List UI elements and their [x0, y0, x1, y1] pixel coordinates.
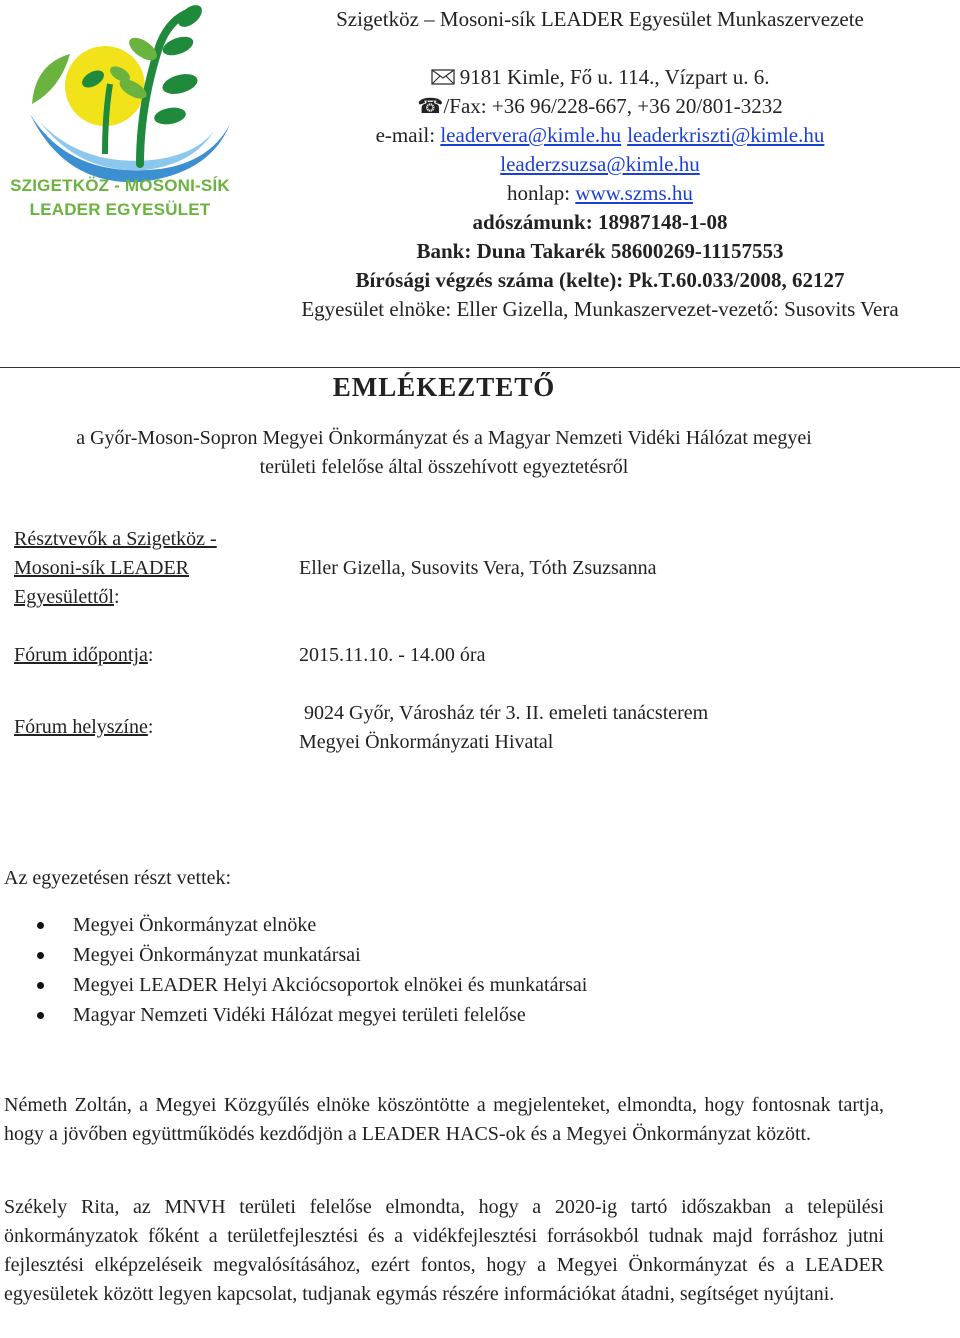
- place-label-text: Fórum helyszíne: [14, 716, 148, 738]
- list-item: [0, 970, 587, 1000]
- logo-text-line1: SZIGETKÖZ - MOSONI-SÍK: [10, 176, 230, 195]
- phone-text: /Fax: +36 96/228-667, +36 20/801-3232: [443, 94, 783, 118]
- place-value-line1: 9024 Győr, Városház tér 3. II. emeleti tanácsterem: [304, 702, 709, 724]
- web-label: honlap:: [507, 181, 571, 205]
- email-label: e-mail:: [375, 123, 436, 147]
- list-item: [0, 910, 587, 940]
- email-line: [240, 123, 960, 147]
- attendee-text: Megyei Önkormányzat munkatársai: [73, 944, 361, 966]
- subtitle-line1: a Győr-Moson-Sopron Megyei Önkormányzat és a Magyar Nemzeti Vidéki Hálózat megyei: [76, 427, 812, 449]
- place-label: Fórum helyszíne:: [14, 716, 154, 738]
- attendee-text: Magyar Nemzeti Vidéki Hálózat megyei területi felelőse: [73, 1004, 526, 1026]
- bullet-icon: [37, 922, 44, 929]
- address-line: [240, 65, 960, 89]
- attendees-list: [0, 910, 587, 1030]
- web-line: [240, 181, 960, 205]
- envelope-icon: [431, 69, 455, 85]
- email-link-vera[interactable]: leadervera@kimle.hu: [440, 123, 622, 147]
- phone-line: [240, 94, 960, 118]
- address-text: 9181 Kimle, Fő u. 114., Vízpart u. 6.: [459, 65, 770, 89]
- participants-label: Résztvevők a Szigetköz - Mosoni-sík LEADER Egyesülettől:: [14, 528, 217, 608]
- subtitle-line2: területi felelőse által összehívott egyeztetésről: [259, 456, 629, 478]
- email-link-zsuzsa[interactable]: leaderzsuzsa@kimle.hu: [500, 152, 700, 176]
- participants-value: Eller Gizella, Susovits Vera, Tóth Zsuzsanna: [299, 557, 657, 579]
- bank-info: Bank: Duna Takarék 58600269-11157553: [416, 239, 784, 263]
- org-name: Szigetköz – Mosoni-sík LEADER Egyesület Munkaszervezete: [336, 7, 864, 31]
- email-link-kriszti[interactable]: leaderkriszti@kimle.hu: [627, 123, 825, 147]
- time-label-text: Fórum időpontja: [14, 644, 148, 666]
- header-divider: [0, 367, 960, 368]
- list-item: [0, 1000, 587, 1030]
- participants-label-line2: Mosoni-sík LEADER: [14, 557, 189, 579]
- participants-label-line3: Egyesülettől: [14, 586, 114, 608]
- leaders-line: Egyesület elnöke: Eller Gizella, Munkaszervezet-vezető: Susovits Vera: [301, 297, 899, 321]
- bullet-icon: [37, 982, 44, 989]
- bullet-icon: [37, 952, 44, 959]
- document-title: EMLÉKEZTETŐ: [332, 372, 556, 402]
- telephone-icon: ☎: [417, 94, 444, 118]
- paragraph-szekely: Székely Rita, az MNVH területi felelőse elmondta, hogy a 2020-ig tartó időszakban a települési önkormányzatok főként a területfejlesztési és a vidékfejlesztési forrásokból tudnak majd forráshoz jutni fejlesztési elképzeléseik megvalósításához, ezért fontos, hogy a Megyei Önkormányzat és a LEADER egyesületek között legyen kapcsolat, tudjanak egymás részére információkat átadni, segítséget nyújtani.: [4, 1196, 884, 1305]
- time-label: Fórum időpontja:: [14, 644, 154, 666]
- email-line-2: [240, 152, 960, 176]
- attendees-intro: Az egyezetésen részt vettek:: [4, 867, 232, 889]
- paragraph-nemeth: Németh Zoltán, a Megyei Közgyűlés elnöke köszöntötte a megjelenteket, elmondta, hogy fontosnak tartja, hogy a jövőben együttműködés kezdődjön a LEADER HACS-ok és a Megyei Önkormányzat között.: [4, 1094, 884, 1145]
- attendee-text: Megyei Önkormányzat elnöke: [73, 914, 317, 936]
- attendee-text: Megyei LEADER Helyi Akciócsoportok elnökei és munkatársai: [73, 974, 588, 996]
- bullet-icon: [37, 1012, 44, 1019]
- website-link[interactable]: www.szms.hu: [575, 181, 693, 205]
- place-value-line2: Megyei Önkormányzati Hivatal: [299, 731, 554, 753]
- time-value: 2015.11.10. - 14.00 óra: [299, 644, 486, 666]
- logo-text-line2: LEADER EGYESÜLET: [29, 200, 211, 219]
- tax-number: adószámunk: 18987148-1-08: [472, 210, 728, 234]
- list-item: [0, 940, 587, 970]
- court-registration: Bírósági végzés száma (kelte): Pk.T.60.033/2008, 62127: [355, 268, 845, 292]
- participants-label-line1: Résztvevők a Szigetköz -: [14, 528, 217, 550]
